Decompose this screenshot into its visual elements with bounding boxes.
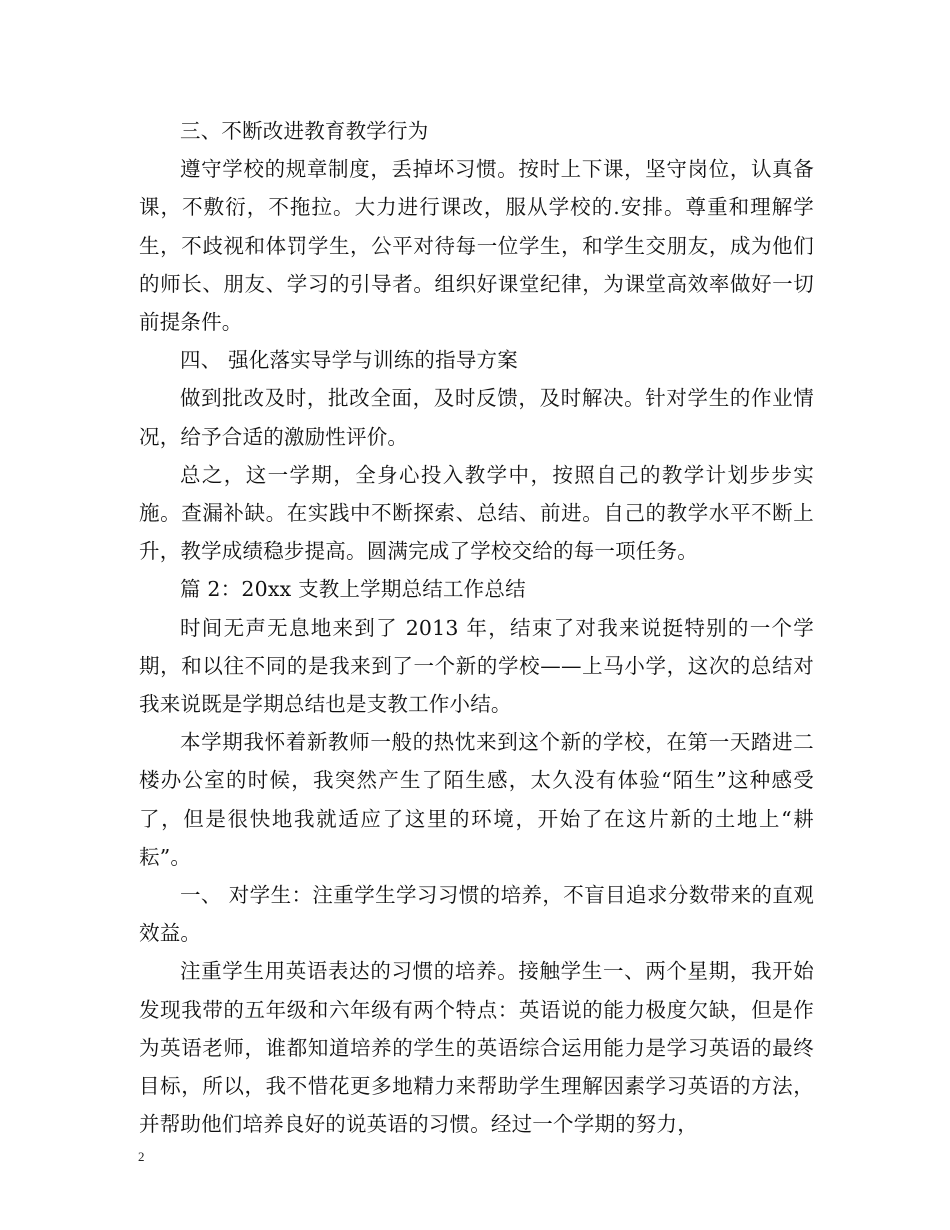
body-paragraph: 做到批改及时，批改全面，及时反馈，及时解决。针对学生的作业情况，给予合适的激励性评价。 bbox=[139, 386, 814, 449]
article-heading: 篇 2：20xx 支教上学期总结工作总结 bbox=[180, 577, 526, 602]
page-number: 2 bbox=[138, 1149, 145, 1164]
body-paragraph: 遵守学校的规章制度，丢掉坏习惯。按时上下课，坚守岗位，认真备课，不敷衍，不拖拉。大力进行课改，服从学校的.安排。尊重和理解学生，不歧视和体罚学生，公平对待每一位学生，和学生交朋友，成为他们的师长、朋友、学习的引导者。组织好课堂纪律，为课堂高效率做好一切前提条件。 bbox=[139, 157, 814, 335]
body-paragraph: 注重学生用英语表达的习惯的培养。接触学生一、两个星期，我开始发现我带的五年级和六年级有两个特点：英语说的能力极度欠缺，但是作为英语老师，谁都知道培养的学生的英语综合运用能力是学习英语的最终目标，所以，我不惜花更多地精力来帮助学生理解因素学习英语的方法，并帮助他们培养良好的说英语的习惯。经过一个学期的努力， bbox=[139, 959, 814, 1137]
document-body bbox=[139, 112, 814, 1143]
body-paragraph: 本学期我怀着新教师一般的热忱来到这个新的学校，在第一天踏进二楼办公室的时候，我突然产生了陌生感，太久没有体验“陌生”这种感受了，但是很快地我就适应了这里的环境，开始了在这片新的土地上“耕耘”。 bbox=[139, 730, 814, 869]
body-paragraph: 时间无声无息地来到了 2013 年，结束了对我来说挺特别的一个学期，和以往不同的是我来到了一个新的学校——上马小学，这次的总结对我来说既是学期总结也是支教工作小结。 bbox=[139, 615, 814, 717]
summary-paragraph: 总之，这一学期，全身心投入教学中，按照自己的教学计划步步实施。查漏补缺。在实践中不断探索、总结、前进。自己的教学水平不断上升，教学成绩稳步提高。圆满完成了学校交给的每一项任务。 bbox=[139, 462, 814, 564]
section-heading-3: 三、不断改进教育教学行为 bbox=[180, 119, 429, 143]
section-heading-4: 四、 强化落实导学与训练的指导方案 bbox=[180, 348, 518, 373]
section-heading-1: 一、 对学生：注重学生学习习惯的培养，不盲目追求分数带来的直观效益。 bbox=[139, 883, 814, 946]
